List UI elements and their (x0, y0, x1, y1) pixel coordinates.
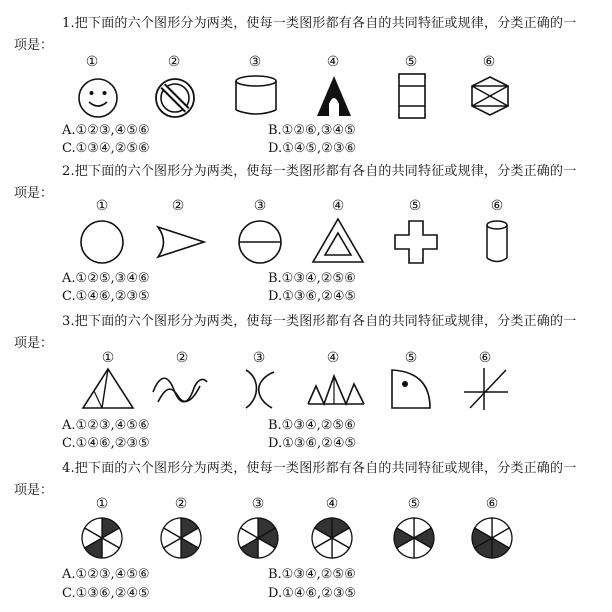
figure-number: ③ (253, 198, 267, 214)
bowtie-hexagon-icon (468, 74, 512, 118)
crossing-lines-icon (462, 364, 512, 414)
figure-number: ② (175, 350, 189, 366)
figure-number: ③ (252, 350, 266, 366)
figure-number: ① (95, 198, 109, 214)
arrowhead-icon (155, 222, 207, 262)
figure-number: ⑤ (404, 350, 418, 366)
figure-number: ② (167, 54, 181, 70)
question-3-stem: 3.把下面的六个图形分为两类，使每一类图形都有各自的共同特征或规律，分类正确的一 (62, 314, 577, 329)
option-b[interactable]: B.①③④,②⑤⑥ (268, 271, 356, 286)
option-b[interactable]: B.①②⑥,③④⑤ (268, 123, 356, 138)
figure-number: ④ (331, 198, 345, 214)
smiley-face-icon (76, 76, 120, 120)
option-c[interactable]: C.①④⑥,②③⑤ (62, 436, 150, 451)
figure-number: ① (85, 54, 99, 70)
figure-number: ⑤ (408, 198, 422, 214)
figure-number: ⑥ (478, 350, 492, 366)
figure-number: ⑤ (407, 496, 421, 512)
option-c[interactable]: C.①③⑥,②④⑤ (62, 586, 150, 601)
shaded-pie-6-icon (469, 515, 515, 561)
figure-number: ③ (248, 54, 262, 70)
option-a[interactable]: A.①②③,④⑤⑥ (62, 418, 150, 433)
crossing-arcs-icon (236, 366, 280, 412)
shaded-pie-2-icon (158, 515, 204, 561)
zigzag-icon (306, 368, 366, 408)
option-a[interactable]: A.①②③,④⑤⑥ (62, 123, 150, 138)
cylinder-icon (484, 218, 510, 266)
cylinder-icon (232, 72, 280, 120)
option-d[interactable]: D.①③⑥,②④⑤ (268, 289, 357, 304)
black-triangle-arch-icon (314, 74, 354, 118)
no-entry-circle-icon (153, 76, 197, 120)
figure-number: ② (171, 198, 185, 214)
split-triangle-icon (80, 366, 136, 412)
quarter-circle-dot-icon (388, 366, 434, 412)
option-c[interactable]: C.①④⑥,②③⑤ (62, 289, 150, 304)
figure-number: ④ (326, 350, 340, 366)
figure-number: ① (95, 496, 109, 512)
question-3-stem-cont: 项是： (14, 336, 54, 351)
figure-number: ⑥ (485, 496, 499, 512)
question-2-stem: 2.把下面的六个图形分为两类，使每一类图形都有各自的共同特征或规律，分类正确的一 (62, 164, 577, 179)
option-d[interactable]: D.①③⑥,②④⑤ (268, 436, 357, 451)
option-d[interactable]: D.①④⑥,②③⑤ (268, 586, 357, 601)
cross-icon (392, 218, 440, 266)
figure-number: ④ (325, 496, 339, 512)
figure-number: ④ (326, 54, 340, 70)
figure-number: ① (101, 350, 115, 366)
question-4-stem-cont: 项是： (14, 483, 54, 498)
option-b[interactable]: B.①③④,②⑤⑥ (268, 418, 356, 433)
banded-rectangle-icon (397, 72, 427, 120)
option-b[interactable]: B.①③④,②⑤⑥ (268, 567, 356, 582)
question-1-stem: 1.把下面的六个图形分为两类，使每一类图形都有各自的共同特征或规律，分类正确的一 (62, 16, 577, 31)
figure-number: ③ (251, 496, 265, 512)
figure-number: ② (174, 496, 188, 512)
option-a[interactable]: A.①②⑤,③④⑥ (62, 271, 150, 286)
option-a[interactable]: A.①②③,④⑤⑥ (62, 567, 150, 582)
nested-triangle-icon (310, 216, 366, 266)
shaded-pie-4-icon (309, 515, 355, 561)
question-2-stem-cont: 项是： (14, 186, 54, 201)
question-4-stem: 4.把下面的六个图形分为两类，使每一类图形都有各自的共同特征或规律，分类正确的一 (62, 461, 577, 476)
shaded-pie-5-icon (391, 515, 437, 561)
wave-curves-icon (150, 372, 210, 408)
shaded-pie-1-icon (79, 515, 125, 561)
figure-number: ⑤ (404, 54, 418, 70)
option-c[interactable]: C.①③④,②⑤⑥ (62, 141, 150, 156)
figure-number: ⑥ (490, 198, 504, 214)
divided-circle-icon (236, 218, 284, 266)
shaded-pie-3-icon (235, 515, 281, 561)
circle-icon (78, 218, 126, 266)
option-d[interactable]: D.①④⑤,②③⑥ (268, 141, 357, 156)
figure-number: ⑥ (482, 54, 496, 70)
question-1-stem-cont: 项是： (14, 38, 54, 53)
